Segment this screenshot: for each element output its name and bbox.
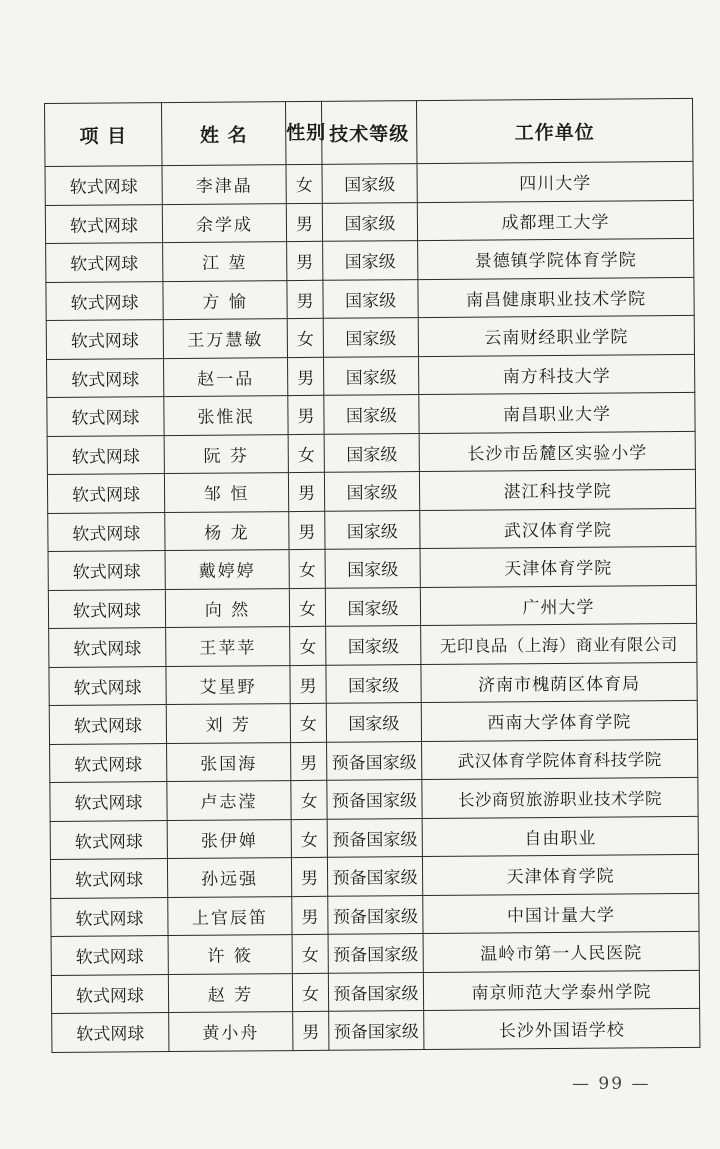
cell-sex: 男 <box>292 896 328 935</box>
cell-unit: 武汉体育学院 <box>420 508 696 549</box>
cell-level: 国家级 <box>323 279 418 318</box>
cell-name: 江 堃 <box>163 242 287 281</box>
cell-sex: 女 <box>290 626 326 665</box>
cell-unit: 云南财经职业学院 <box>418 315 694 356</box>
cell-level: 预备国家级 <box>328 895 423 934</box>
referee-table <box>44 98 700 1053</box>
cell-sex: 女 <box>290 703 326 742</box>
header-sex: 性别 <box>285 101 321 164</box>
cell-sex: 男 <box>288 395 324 434</box>
table-row <box>46 238 694 282</box>
cell-name: 张惟泯 <box>164 396 288 435</box>
cell-name: 方 愉 <box>163 280 287 319</box>
cell-project: 软式网球 <box>48 589 165 628</box>
table-row <box>49 623 697 667</box>
cell-name: 卢志滢 <box>167 781 291 820</box>
cell-name: 向 然 <box>165 588 289 627</box>
cell-name: 赵一品 <box>164 357 288 396</box>
cell-level: 预备国家级 <box>328 972 423 1011</box>
table-row <box>50 816 698 860</box>
cell-level: 国家级 <box>325 549 420 588</box>
cell-sex: 女 <box>286 164 322 203</box>
cell-level: 国家级 <box>324 433 419 472</box>
cell-sex: 女 <box>292 973 328 1012</box>
cell-unit: 温岭市第一人民医院 <box>423 931 699 972</box>
cell-unit: 西南大学体育学院 <box>421 700 697 741</box>
table-row <box>47 469 695 513</box>
cell-level: 预备国家级 <box>327 741 422 780</box>
table-row <box>48 508 696 552</box>
cell-sex: 男 <box>288 472 324 511</box>
cell-level: 国家级 <box>324 395 419 434</box>
cell-level: 预备国家级 <box>327 857 422 896</box>
cell-project: 软式网球 <box>51 897 168 936</box>
header-name: 姓 名 <box>162 102 286 166</box>
cell-name: 张伊婵 <box>167 819 291 858</box>
cell-level: 国家级 <box>322 202 417 241</box>
cell-name: 艾星野 <box>166 665 290 704</box>
page-number: — 99 — <box>572 1074 651 1094</box>
table-row <box>48 585 696 629</box>
cell-project: 软式网球 <box>52 1013 169 1052</box>
cell-unit: 长沙商贸旅游职业技术学院 <box>422 777 698 818</box>
cell-name: 邹 恒 <box>164 473 288 512</box>
cell-name: 许 筱 <box>168 935 292 974</box>
cell-level: 国家级 <box>325 587 420 626</box>
cell-level: 国家级 <box>326 626 421 665</box>
table-header-row <box>45 98 693 166</box>
cell-project: 软式网球 <box>50 859 167 898</box>
cell-unit: 自由职业 <box>422 816 698 857</box>
table-row <box>45 161 693 205</box>
cell-unit: 南昌健康职业技术学院 <box>418 277 694 318</box>
cell-name: 李津晶 <box>162 165 286 204</box>
cell-project: 软式网球 <box>51 936 168 975</box>
cell-level: 国家级 <box>324 472 419 511</box>
cell-sex: 男 <box>288 357 324 396</box>
cell-project: 软式网球 <box>47 435 164 474</box>
cell-level: 国家级 <box>322 164 417 203</box>
cell-level: 预备国家级 <box>327 818 422 857</box>
cell-project: 软式网球 <box>45 166 162 205</box>
table-row <box>46 277 694 321</box>
table-row <box>51 970 699 1014</box>
cell-sex: 男 <box>287 280 323 319</box>
cell-project: 软式网球 <box>49 705 166 744</box>
cell-name: 余学成 <box>162 203 286 242</box>
table-row <box>47 431 695 475</box>
cell-unit: 武汉体育学院体育科技学院 <box>422 739 698 780</box>
table-row <box>51 893 699 937</box>
cell-level: 国家级 <box>323 241 418 280</box>
cell-name: 黄小舟 <box>169 1012 293 1051</box>
table-row <box>47 392 695 436</box>
cell-sex: 男 <box>291 742 327 781</box>
cell-sex: 女 <box>288 434 324 473</box>
table-row <box>51 931 699 975</box>
table-row <box>52 1008 700 1052</box>
cell-sex: 女 <box>292 934 328 973</box>
cell-project: 软式网球 <box>47 474 164 513</box>
cell-project: 软式网球 <box>49 666 166 705</box>
cell-level: 预备国家级 <box>329 1011 424 1050</box>
table-row <box>48 546 696 590</box>
table-row <box>46 315 694 359</box>
cell-sex: 男 <box>291 857 327 896</box>
cell-sex: 男 <box>293 1011 329 1050</box>
cell-name: 阮 芬 <box>164 434 288 473</box>
cell-name: 孙远强 <box>167 858 291 897</box>
cell-name: 杨 龙 <box>165 511 289 550</box>
cell-unit: 南昌职业大学 <box>419 392 695 433</box>
cell-sex: 女 <box>291 819 327 858</box>
header-level: 技术等级 <box>321 101 416 165</box>
cell-unit: 成都理工大学 <box>417 200 693 241</box>
cell-level: 国家级 <box>326 703 421 742</box>
cell-name: 张国海 <box>167 742 291 781</box>
cell-sex: 女 <box>291 780 327 819</box>
cell-name: 戴婷婷 <box>165 550 289 589</box>
table-row <box>45 200 693 244</box>
cell-unit: 广州大学 <box>420 585 696 626</box>
cell-project: 软式网球 <box>46 320 163 359</box>
cell-sex: 男 <box>289 511 325 550</box>
cell-level: 预备国家级 <box>327 780 422 819</box>
cell-unit: 无印良品（上海）商业有限公司 <box>421 623 697 664</box>
cell-sex: 女 <box>287 318 323 357</box>
cell-sex: 女 <box>289 549 325 588</box>
cell-project: 软式网球 <box>46 243 163 282</box>
cell-unit: 南方科技大学 <box>418 354 694 395</box>
table-row <box>49 662 697 706</box>
cell-project: 软式网球 <box>50 820 167 859</box>
cell-project: 软式网球 <box>51 974 168 1013</box>
header-project: 项 目 <box>45 103 162 167</box>
cell-sex: 男 <box>290 665 326 704</box>
table-body <box>45 161 700 1052</box>
cell-unit: 济南市槐荫区体育局 <box>421 662 697 703</box>
cell-level: 国家级 <box>324 356 419 395</box>
cell-level: 国家级 <box>325 510 420 549</box>
cell-project: 软式网球 <box>47 358 164 397</box>
cell-unit: 湛江科技学院 <box>419 469 695 510</box>
cell-project: 软式网球 <box>45 204 162 243</box>
table-row <box>50 854 698 898</box>
cell-unit: 四川大学 <box>417 161 693 202</box>
cell-project: 软式网球 <box>48 551 165 590</box>
cell-project: 软式网球 <box>50 743 167 782</box>
cell-sex: 女 <box>289 588 325 627</box>
table-row <box>50 777 698 821</box>
cell-level: 预备国家级 <box>328 934 423 973</box>
cell-name: 刘 芳 <box>166 704 290 743</box>
cell-name: 王万慧敏 <box>163 319 287 358</box>
cell-name: 赵 芳 <box>168 973 292 1012</box>
cell-unit: 天津体育学院 <box>420 546 696 587</box>
cell-level: 国家级 <box>326 664 421 703</box>
cell-name: 上官辰笛 <box>168 896 292 935</box>
cell-level: 国家级 <box>323 318 418 357</box>
cell-project: 软式网球 <box>49 628 166 667</box>
cell-unit: 长沙外国语学校 <box>424 1008 700 1049</box>
table-row <box>49 700 697 744</box>
cell-sex: 男 <box>286 203 322 242</box>
cell-sex: 男 <box>287 241 323 280</box>
table-row <box>50 739 698 783</box>
cell-project: 软式网球 <box>47 397 164 436</box>
header-unit: 工作单位 <box>416 98 692 163</box>
cell-project: 软式网球 <box>46 281 163 320</box>
cell-unit: 中国计量大学 <box>423 893 699 934</box>
cell-project: 软式网球 <box>50 782 167 821</box>
cell-unit: 长沙市岳麓区实验小学 <box>419 431 695 472</box>
table-row <box>47 354 695 398</box>
cell-project: 软式网球 <box>48 512 165 551</box>
cell-unit: 景德镇学院体育学院 <box>418 238 694 279</box>
cell-unit: 天津体育学院 <box>422 854 698 895</box>
cell-unit: 南京师范大学泰州学院 <box>423 970 699 1011</box>
cell-name: 王苹苹 <box>166 627 290 666</box>
